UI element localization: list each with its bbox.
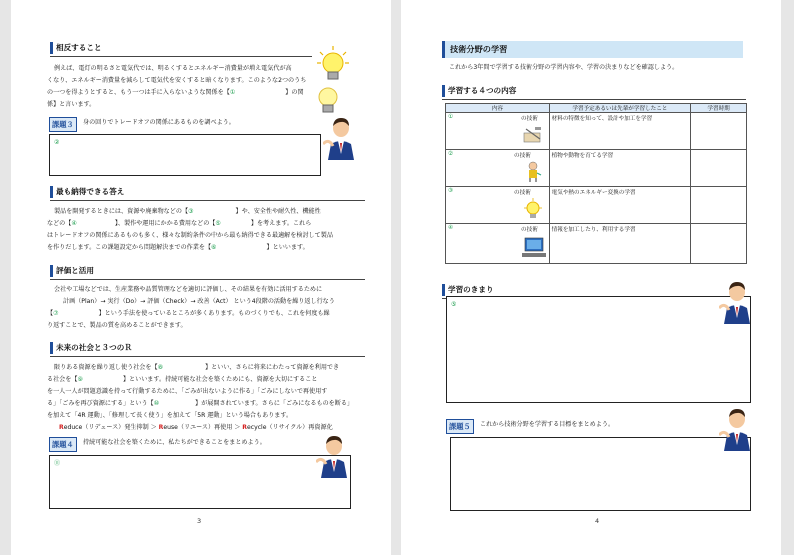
heading-underline (442, 99, 746, 100)
page-title: 技術分野の学習 (450, 44, 508, 54)
blank-5[interactable]: ⑤ (215, 220, 221, 227)
text-line: 係】と言います。 (47, 101, 96, 108)
task4-prompt: 持続可能な社会を築くために、私たちができることをまとめよう。 (83, 439, 266, 446)
heading-bar (50, 342, 53, 354)
heading-best-answer: 最も納得できる答え (56, 187, 125, 196)
blank-4[interactable]: ④ (71, 220, 77, 227)
text-line: 会社や工場などでは、生産業務や品質管理などを適切に評価し、その結果を有効に活用するために (54, 286, 323, 293)
computer-icon (522, 237, 548, 259)
period-cell[interactable] (691, 187, 747, 224)
heading-rules: 学習のきまり (448, 285, 494, 294)
heading-underline (50, 200, 365, 201)
blank-mark: ④ (448, 225, 454, 231)
table-row (446, 187, 747, 224)
teacher-illustration (719, 405, 755, 451)
heading-bar (442, 41, 445, 58)
text-line: を作りだします。この課題設定から問題解決までの作業を【⑥ 】といいます。 (47, 244, 309, 251)
text-line: 【⑦ 】という手法を使っているところが多くあります。ものづくりでも、これを何度も繰 (47, 310, 330, 317)
heading-future: 未来の社会と３つのＲ (56, 343, 132, 352)
heading-underline (50, 279, 365, 280)
text-line: 例えば、電灯の明るさと電気代では、明るくするとエネルギー消費量が増え電気代が高 (54, 65, 292, 72)
heading-four-contents: 学習する４つの内容 (448, 86, 517, 95)
text-line: り返すことで、製品の質を高めることができます。 (47, 322, 187, 329)
answer-mark: ⑤ (451, 301, 457, 308)
blank-3[interactable]: ③ (188, 208, 194, 215)
heading-underline (50, 356, 365, 357)
table-header-row (446, 104, 747, 113)
heading-bar (50, 265, 53, 277)
page-number: 3 (197, 517, 202, 525)
task4-answer-box[interactable] (49, 455, 351, 509)
blank-9[interactable]: ⑨ (77, 376, 83, 383)
desc-cell: 情報を加工したり、利用する学習 (549, 224, 691, 264)
teacher-illustration (316, 432, 352, 478)
period-cell[interactable] (691, 150, 747, 187)
table-header: 学習時期 (691, 104, 747, 113)
three-r-list: Reduce（リデュース）発生抑制 ＞ Reuse（リユース）再使用 ＞ Recycle（リサイクル）再資源化 (59, 424, 333, 431)
blank-8[interactable]: ⑧ (157, 364, 164, 371)
blank-mark: ③ (448, 188, 454, 194)
contents-table (445, 103, 747, 264)
table-row (446, 150, 747, 187)
task5-prompt: これから技術分野を学習する目標をまとめよう。 (480, 421, 615, 428)
heading-bar (50, 186, 53, 198)
task3-prompt: 身の回りでトレードオフの関係にあるものを調べよう。 (83, 119, 235, 126)
desc-cell: 材料の特徴を知って、設計や加工を学習 (549, 113, 691, 150)
text-line: を一人一人が問題意識を持って行動するために、「ごみが出ないように作る」「ごみにしないで再使用す (47, 388, 328, 395)
table-header: 学習予定あるいは先輩が学習したこと (549, 104, 691, 113)
desc-cell: 電気や熱のエネルギー変換の学習 (549, 187, 691, 224)
heading-underline (50, 56, 312, 57)
table-header: 内容 (446, 104, 550, 113)
period-cell[interactable] (691, 224, 747, 264)
content-cell[interactable] (446, 187, 550, 224)
content-suffix: の技術 (514, 190, 531, 196)
blank-6[interactable]: ⑥ (211, 244, 217, 251)
table-row (446, 113, 747, 150)
heading-tradeoff: 相反すること (56, 43, 102, 52)
answer-mark: ② (54, 139, 60, 146)
bulb-icon (314, 84, 342, 116)
bulb-icon (522, 198, 544, 220)
text-line: る社会を【⑨ 】といいます。持続可能な社会を築くためにも、資源を大切にすること (47, 376, 318, 383)
text-line: 限りある資源を繰り返し使う社会を【⑧ 】といい、さらに将来にわたって資源を利用でき (54, 364, 340, 371)
text-line: はトレードオフの関係にあるものも多く、様々な制約条件の中から最も納得できる最適解を検討して製品 (47, 232, 333, 239)
task3-answer-box[interactable] (49, 134, 321, 176)
right-page (401, 0, 781, 555)
task3-tag: 課題３ (49, 117, 77, 132)
text-line: の一つを得ようとすると、もう一つは手に入らないような関係を【① 】の関 (47, 89, 304, 96)
text-line: 計画（Plan）→ 実行（Do）→ 評価（Check）→ 改善（Act） という4段階の活動を繰り返し行なう (63, 298, 335, 305)
tools-icon (522, 125, 544, 145)
blank-mark: ② (448, 151, 454, 157)
blank-7[interactable]: ⑦ (53, 310, 59, 317)
task5-tag: 課題５ (446, 419, 474, 434)
text-line: などの【④ 】、製作や運用にかかる費用などの【⑤ 】を考えます。これら (47, 220, 312, 227)
table-row (446, 224, 747, 264)
page-number: 4 (595, 517, 600, 525)
heading-evaluation: 評価と活用 (56, 266, 94, 275)
content-suffix: の技術 (514, 153, 531, 159)
text-line: くなり、エネルギー消費量を減らして電気代を安くすると暗くなります。このような2つのうち (47, 77, 307, 84)
teacher-illustration (323, 114, 359, 160)
content-suffix: の技術 (521, 227, 538, 233)
text-line: る」「ごみを再び資源にする」という【⑩ 】が展開されています。さらに「ごみになるものを断る」 (47, 400, 354, 407)
intro-text: これから3年間で学習する技術分野の学習内容や、学習の決まりなどを確認しよう。 (449, 64, 679, 71)
content-cell[interactable] (446, 113, 550, 150)
blank-10[interactable]: ⑩ (153, 400, 160, 407)
heading-bar (442, 85, 445, 97)
content-suffix: の技術 (521, 116, 538, 122)
answer-mark: ⑪ (54, 460, 61, 467)
desc-cell: 植物や動物を育てる学習 (549, 150, 691, 187)
rules-answer-box[interactable] (446, 296, 751, 403)
watering-icon (524, 161, 542, 183)
text-line: を加えて「4R 運動」、「修理して長く使う」を加えて「5R 運動」という場合もあります。 (47, 412, 293, 419)
text-line: 製品を開発するときには、資源や廃棄物などの【③ 】や、安全性や耐久性、機能性 (54, 208, 321, 215)
content-cell[interactable] (446, 150, 550, 187)
teacher-illustration (719, 278, 755, 324)
heading-bar (50, 42, 53, 54)
heading-bar (442, 284, 445, 296)
left-page (11, 0, 391, 555)
task5-answer-box[interactable] (450, 437, 751, 511)
task4-tag: 課題４ (49, 437, 77, 452)
bulb-icon (316, 44, 350, 84)
content-cell[interactable] (446, 224, 550, 264)
blank-1[interactable]: ① (229, 89, 236, 96)
blank-mark: ① (448, 114, 454, 120)
period-cell[interactable] (691, 113, 747, 150)
